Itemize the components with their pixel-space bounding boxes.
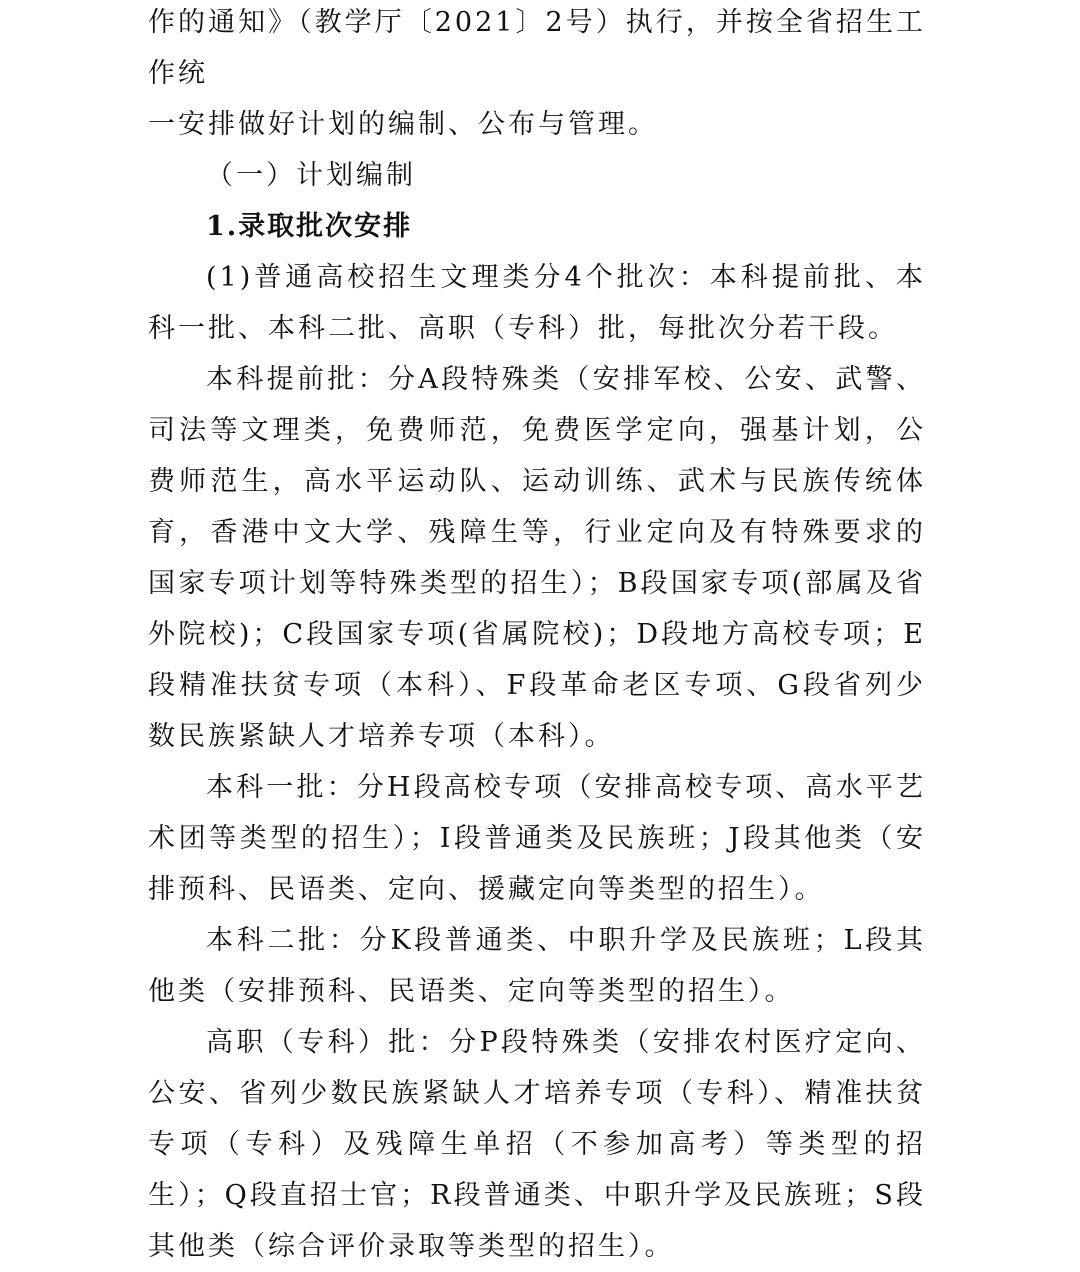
document-page [148, 0, 926, 1272]
section-heading: （一）计划编制 [206, 160, 416, 191]
intro-line-1: 作的通知》（教学厅〔2021〕2号）执行，并按全省招生工作统 [148, 7, 926, 89]
subsection-heading: 1.录取批次安排 [206, 211, 413, 242]
paragraph-5: 高职（专科）批：分P段特殊类（安排农村医疗定向、公安、省列少数民族紧缺人才培养专项（专科）、精准扶贫专项（专科）及残障生单招（不参加高考）等类型的招生）；Q段直招士官；R段普通类、中职升学及民族班；S段其他类（综合评价录取等类型的招生）。 [148, 1027, 926, 1262]
paragraph-3: 本科一批：分H段高校专项（安排高校专项、高水平艺术团等类型的招生）；I段普通类及民族班；J段其他类（安排预科、民语类、定向、援藏定向等类型的招生）。 [148, 772, 926, 905]
paragraph-1: (1)普通高校招生文理类分4个批次：本科提前批、本科一批、本科二批、高职（专科）批，每批次分若干段。 [148, 262, 926, 344]
paragraph-2: 本科提前批：分A段特殊类（安排军校、公安、武警、司法等文理类，免费师范，免费医学定向，强基计划，公费师范生，高水平运动队、运动训练、武术与民族传统体育，香港中文大学、残障生等，行业定向及有特殊要求的国家专项计划等特殊类型的招生）；B段国家专项(部属及省外院校)；C段国家专项(省属院校)；D段地方高校专项；E段精准扶贫专项（本科）、F段革命老区专项、G段省列少数民族紧缺人才培养专项（本科）。 [148, 364, 926, 752]
paragraph-4: 本科二批：分K段普通类、中职升学及民族班；L段其他类（安排预科、民语类、定向等类型的招生）。 [148, 925, 926, 1007]
intro-line-2: 一安排做好计划的编制、公布与管理。 [148, 109, 658, 140]
